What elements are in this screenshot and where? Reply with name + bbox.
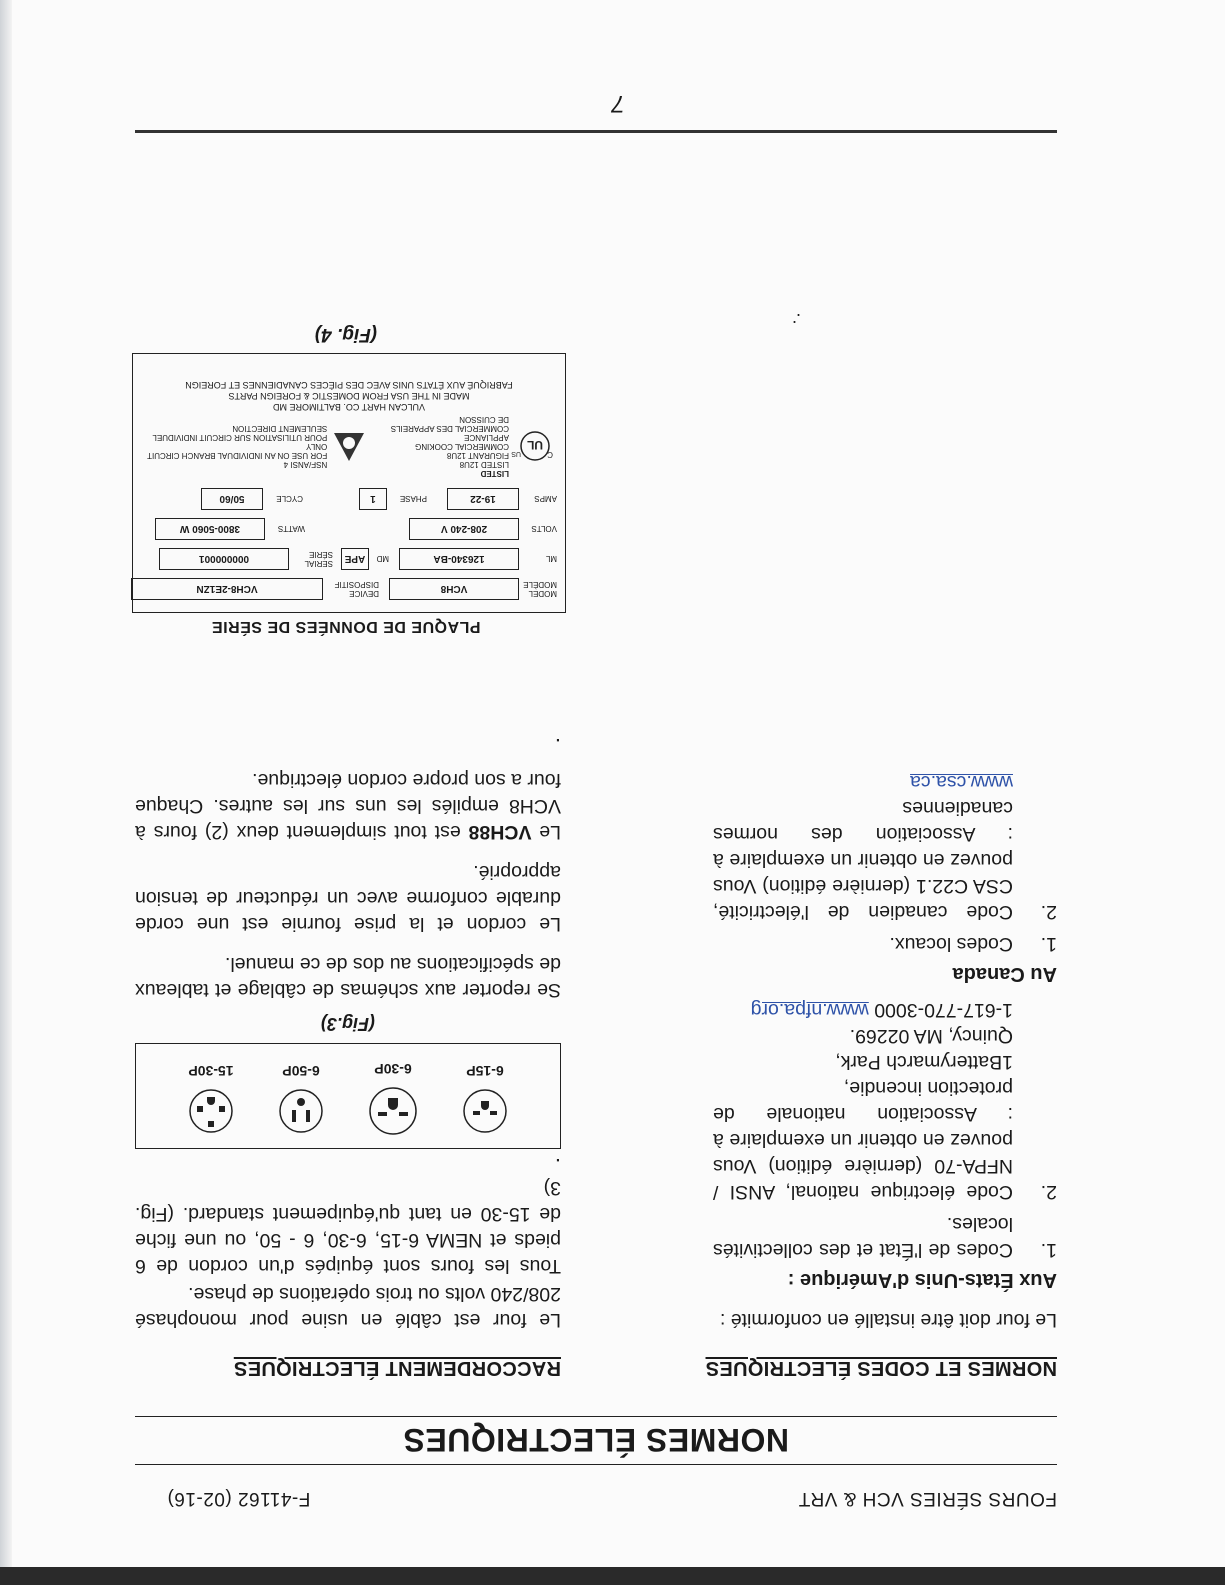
scan-edge-top xyxy=(0,1567,1225,1585)
plate-label: VOLTS xyxy=(531,524,557,534)
plate-label: SERIAL SÉRIE xyxy=(304,550,333,568)
plug-15-30p xyxy=(188,1058,234,1134)
plate-label: WATTS xyxy=(277,524,305,534)
canada-heading: Au Canada xyxy=(952,963,1057,985)
circuit-block xyxy=(133,424,327,469)
listing-block xyxy=(387,415,509,478)
cord-plug-paragraph: Le cordon et la prise fournie est une corde durable conforme avec un réducteur de tension approprié. xyxy=(135,861,561,935)
usa-item-2 xyxy=(631,997,1057,1205)
plate-text: FIGURANT 12U8 xyxy=(446,451,509,460)
plate-text: LISTED xyxy=(480,469,509,478)
canada-item-1 xyxy=(631,931,1057,957)
cord-paragraph xyxy=(135,1175,561,1279)
nfpa-link[interactable]: www.nfpa.org xyxy=(750,999,869,1021)
plate-row-volts xyxy=(155,518,557,540)
plate-label: AMPS xyxy=(534,494,557,504)
intro-paragraph: Le four doit être installé en conformité : xyxy=(719,1309,1057,1331)
item-text xyxy=(713,997,1013,1205)
plate-text: POUR UTILISATION SUR CIRCUIT INDIVIDUEL SEULEMENT DIRECTION xyxy=(152,424,328,442)
address-line: 1Batterymarch Park, xyxy=(835,1051,1013,1073)
page-title: NORMES ÉLECTRIQUES xyxy=(403,1422,789,1458)
item-text: Codes locaux. xyxy=(889,933,1013,955)
plate-row-model xyxy=(131,578,557,600)
item-number: 2. xyxy=(1040,1181,1057,1203)
wiring-diagram-paragraph: Se reporter aux schémas de câblage et tableaux de spécifications au dos de ce manuel. xyxy=(135,953,561,1001)
svg-text:US: US xyxy=(511,450,521,458)
header-doc-number: F-41162 (02-16) xyxy=(167,1488,311,1509)
item-text-body: Code canadien de l'électricité, CSA C22.1 (dernière édition) Vous pouvez en obtenir un exemplaire à : Association des normes canadiennes xyxy=(713,797,1013,923)
right-column xyxy=(135,734,561,1381)
plate-text: COMMERCIAL DES APPAREILS DE CUISSON xyxy=(390,415,509,433)
phone-line xyxy=(713,997,1013,1023)
plate-value: VCH8-2E1ZN xyxy=(131,578,323,600)
cord-text: Tous les fours sont équipés d'un cordon de 6 pieds et NEMA 6-15, 6-30, 6 - 50, ou une fiche de 15-30 en tant qu'équipement standard. xyxy=(135,1203,561,1277)
plate-text: NSF/ANSI 4 xyxy=(283,460,328,469)
plug-15-30p-icon xyxy=(188,1088,234,1134)
plate-label: MODEL MODÈLE xyxy=(523,580,557,598)
plate-label: ML xyxy=(545,554,557,564)
section-heading-codes: NORMES ET CODES ÉLECTRIQUES xyxy=(705,1357,1057,1379)
item-text xyxy=(713,769,1013,925)
plug-label: 6-30P xyxy=(374,1061,412,1077)
plate-text: LISTED 12U8 xyxy=(459,460,509,469)
left-column xyxy=(631,763,1057,1381)
svg-text:UL: UL xyxy=(527,438,543,453)
plate-value: VCH8 xyxy=(389,578,519,600)
vch88-model: VCH88 xyxy=(468,821,532,843)
csa-link[interactable]: www.csa.ca xyxy=(910,771,1013,793)
vch88-prefix: Le xyxy=(539,821,561,843)
serial-nameplate xyxy=(132,353,566,613)
item-text: Codes de l'État et des collectivités locales. xyxy=(713,1213,1013,1261)
plug-6-30p xyxy=(368,1056,418,1136)
header-series: FOURS SÉRIES VCH & VRT xyxy=(798,1488,1057,1509)
item-number: 1. xyxy=(1040,933,1057,955)
plate-label: PHASE xyxy=(399,494,427,504)
factory-wiring-paragraph: Le four est câblé en usine pour monophasé 208/240 volts ou trois opérations de phase. xyxy=(135,1283,561,1331)
vch88-paragraph xyxy=(135,767,561,845)
manufacturer-block xyxy=(133,379,565,412)
nsf-triangle-icon xyxy=(331,429,367,465)
plate-text: COMMERCIAL COOKING APPLIANCE xyxy=(415,433,509,451)
plate-label: MD xyxy=(376,554,389,564)
plug-label: 6-15P xyxy=(466,1063,504,1079)
footer-rule xyxy=(135,130,1057,133)
plug-6-50p-icon xyxy=(278,1088,324,1134)
plate-value: APE xyxy=(341,548,369,570)
manufacturer: VULCAN HART CO. BALTIMORE MD xyxy=(272,402,426,412)
plate-value: 000000001 xyxy=(159,548,289,570)
stray-mark: . xyxy=(795,310,801,330)
nameplate-title: PLAQUE DE DONNÉES DE SÉRIE xyxy=(211,618,481,635)
plate-row-amps xyxy=(201,488,557,510)
figure-caption: (Fig.3) xyxy=(321,1014,375,1034)
svg-text:C: C xyxy=(547,450,553,460)
plug-label: 15-30P xyxy=(188,1063,234,1079)
item-number: 1. xyxy=(1040,1239,1057,1261)
address-line: Quincy, MA 02269. xyxy=(849,1025,1013,1047)
canada-item-2 xyxy=(631,769,1057,925)
made-in-en: MADE IN THE USA FROM DOMESTIC & FOREIGN PARTS xyxy=(228,391,470,401)
plug-6-30p-icon xyxy=(368,1086,418,1136)
plate-value: 50/60 xyxy=(201,488,263,510)
phone-number: 1-617-770-3000 xyxy=(874,999,1013,1021)
figure-caption: (Fig. 4) xyxy=(314,324,378,345)
plug-6-50p xyxy=(278,1058,324,1134)
plug-6-15p xyxy=(462,1058,508,1134)
made-in-fr: FABRIQUÉ AUX ÉTATS UNIS AVEC DES PIÈCES CANADIENNES ET FOREIGN xyxy=(185,380,513,390)
plate-value: 126340-BA xyxy=(399,548,519,570)
item-text-body: Code électrique national, ANSI / NFPA-70 (dernière édition) Vous pouvez en obtenir un exemplaire à : Association nationale de protection incendie, xyxy=(713,1077,1013,1203)
plate-value: 1 xyxy=(359,488,387,510)
fig3-ref: (Fig. 3) xyxy=(135,1177,561,1225)
plate-row-certification xyxy=(133,415,557,478)
scan-edge-right xyxy=(0,0,12,1585)
usa-heading: Aux États-Unis d'Amérique : xyxy=(787,1269,1057,1291)
title-rule-top xyxy=(135,1464,1057,1465)
plate-row-ml xyxy=(159,548,557,570)
title-rule-bottom xyxy=(135,1416,1057,1417)
plug-figure xyxy=(135,1043,561,1149)
plug-6-15p-icon xyxy=(462,1088,508,1134)
plate-label: CYCLE xyxy=(276,494,303,504)
plate-value: 208-240 V xyxy=(409,518,519,540)
plug-label: 6-50P xyxy=(282,1063,320,1079)
plate-label: DEVICE DISPOSITIF xyxy=(334,580,379,598)
usa-item-1 xyxy=(631,1211,1057,1263)
stray-mark: . xyxy=(554,734,561,759)
ul-listed-icon xyxy=(513,429,557,465)
section-heading-connection: RACCORDEMENT ÉLECTRIQUES xyxy=(233,1357,561,1379)
vch88-text: est tout simplement deux (2) fours à VCH8 empilés les uns sur les autres. Chaque four a son propre cordon électrique. xyxy=(135,769,561,843)
plate-value: 3800-5060 W xyxy=(155,518,265,540)
plate-text: FOR USE ON AN INDIVIDUAL BRANCH CIRCUIT ONLY xyxy=(147,442,328,460)
item-number: 2. xyxy=(1040,901,1057,923)
plate-value: 19-22 xyxy=(447,488,519,510)
stray-mark: . xyxy=(791,317,797,337)
page-number: 7 xyxy=(611,90,625,117)
stray-mark: . xyxy=(554,1154,561,1179)
